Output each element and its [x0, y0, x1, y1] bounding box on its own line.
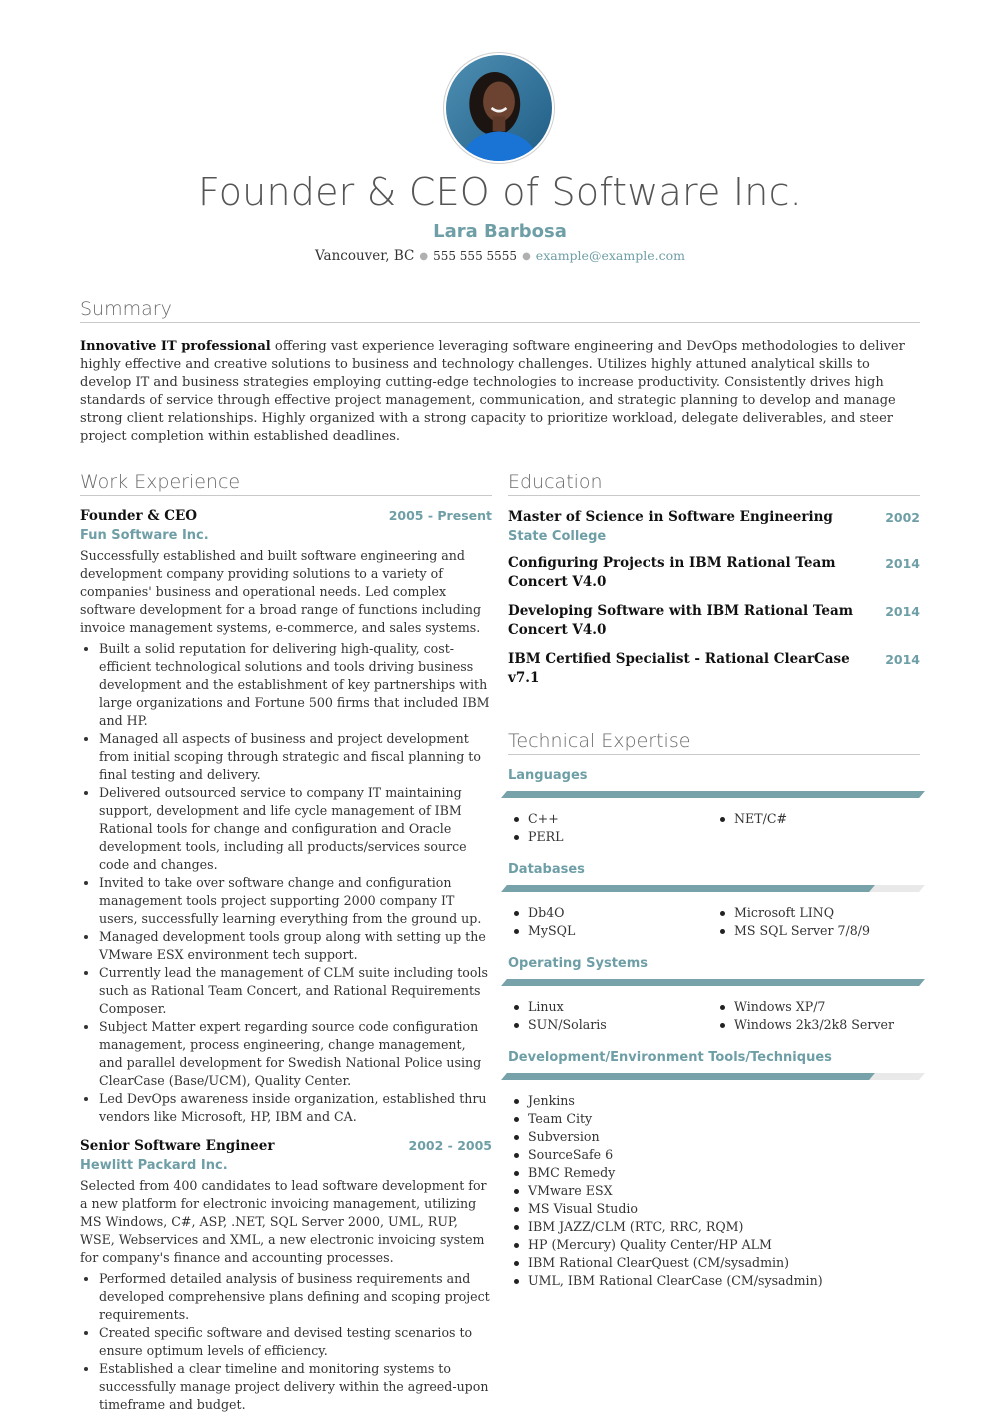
school-name: State College	[508, 529, 607, 544]
skill-items	[508, 998, 920, 1034]
list-item: • Created specific software and devised testing scenarios to ensure optimum levels of efficiency.	[99, 1324, 492, 1360]
avatar	[443, 52, 555, 164]
education-year: 2014	[885, 652, 920, 667]
education-entry	[508, 650, 920, 688]
skill-category-name: Development/Environment Tools/Techniques	[508, 1050, 832, 1065]
list-item: SourceSafe 6	[508, 1146, 920, 1164]
list-item: NET/C#	[714, 810, 920, 828]
job-entry	[80, 1138, 492, 1414]
list-item: • Invited to take over software change and configuration management tools project supporting 2000 company IT users, successfully learning everything from the ground up.	[99, 874, 492, 928]
technical-expertise-list	[508, 768, 920, 1306]
separator-dot-icon: ●	[419, 251, 429, 262]
list-item: HP (Mercury) Quality Center/HP ALM	[508, 1236, 920, 1254]
page-title: Founder & CEO of Software Inc.	[198, 170, 802, 214]
skill-category	[508, 768, 920, 846]
job-description: Successfully established and built software engineering and development company providing solutions to a variety of companies' business and operational needs. Led complex software development for a broad range of functions including invoice management systems, e-commerce, and sales systems.	[80, 548, 482, 635]
summary-heading: Summary	[80, 298, 920, 323]
list-item: • Delivered outsourced service to company IT maintaining support, development and life cycle management of IBM Rational tools for change and configuration and Oracle development tools, including all products/services source code and changes.	[99, 784, 492, 874]
email-link[interactable]: example@example.com	[535, 248, 685, 263]
list-item: BMC Remedy	[508, 1164, 920, 1182]
education-title: Developing Software with IBM Rational Team Concert V4.0	[508, 603, 853, 638]
education-year: 2014	[885, 556, 920, 571]
list-item: Linux	[508, 998, 714, 1016]
job-bullets	[80, 1270, 492, 1414]
list-item: IBM Rational ClearQuest (CM/sysadmin)	[508, 1254, 920, 1272]
list-item: Subversion	[508, 1128, 920, 1146]
education-entry	[508, 508, 920, 544]
list-item: • Performed detailed analysis of business requirements and developed comprehensive plans defining and scoping project requirements.	[99, 1270, 492, 1324]
education-heading: Education	[508, 471, 920, 496]
skill-category	[508, 956, 920, 1034]
skill-category-name: Databases	[508, 862, 585, 877]
summary-text	[80, 338, 920, 446]
profile-photo-icon	[446, 55, 552, 161]
list-item: Windows 2k3/2k8 Server	[714, 1016, 920, 1034]
list-item: • Currently lead the management of CLM suite including tools such as Rational Team Concert, and Rational Requirements Composer.	[99, 964, 492, 1018]
list-item: MS Visual Studio	[508, 1200, 920, 1218]
education-title: Master of Science in Software Engineering	[508, 509, 833, 525]
list-item: PERL	[508, 828, 714, 846]
education-year: 2014	[885, 604, 920, 619]
job-dates: 2002 - 2005	[408, 1138, 492, 1153]
skill-items	[508, 904, 920, 940]
skill-category	[508, 862, 920, 940]
phone-number: 555 555 5555	[433, 249, 518, 263]
list-item: VMware ESX	[508, 1182, 920, 1200]
skill-level-fill	[501, 885, 875, 892]
job-description: Selected from 400 candidates to lead software development for a new platform for electronic invoicing management, utilizing MS Windows, C#, ASP, .NET, SQL Server 2000, UML, RUP, WSE, Webservices and XML, a new electronic invoicing system for company's finance and accounting processes.	[80, 1178, 487, 1265]
skill-level-fill	[501, 979, 925, 986]
person-name: Lara Barbosa	[433, 221, 567, 242]
skill-level-bar	[501, 885, 925, 892]
job-dates: 2005 - Present	[388, 508, 492, 523]
location: Vancouver, BC	[315, 248, 415, 264]
list-item: Team City	[508, 1110, 920, 1128]
list-item: IBM JAZZ/CLM (RTC, RRC, RQM)	[508, 1218, 920, 1236]
skill-level-bar	[501, 791, 925, 798]
list-item: • Subject Matter expert regarding source code configuration management, process engineering, change management, and parallel development for Swedish National Police using ClearCase (Base/UCM), Quality Center.	[99, 1018, 492, 1090]
education-entry	[508, 554, 920, 592]
skill-category-name: Languages	[508, 768, 588, 783]
job-entry	[80, 508, 492, 1126]
work-experience-list	[80, 508, 492, 1426]
list-item: • Led DevOps awareness inside organization, established thru vendors like Microsoft, HP, IBM and CA.	[99, 1090, 492, 1126]
skill-category-name: Operating Systems	[508, 956, 649, 971]
company-name: Hewlitt Packard Inc.	[80, 1158, 228, 1173]
list-item: MySQL	[508, 922, 714, 940]
technical-expertise-heading: Technical Expertise	[508, 730, 920, 755]
list-item: Microsoft LINQ	[714, 904, 920, 922]
summary-lead: Innovative IT professional	[80, 339, 271, 354]
skill-category	[508, 1050, 920, 1290]
list-item: Windows XP/7	[714, 998, 920, 1016]
education-title: Configuring Projects in IBM Rational Team Concert V4.0	[508, 555, 836, 590]
education-entry	[508, 602, 920, 640]
list-item: • Managed all aspects of business and project development from initial scoping through strategic and fiscal planning to final testing and delivery.	[99, 730, 492, 784]
list-item: • Managed development tools group along with setting up the VMware ESX environment tech support.	[99, 928, 492, 964]
work-experience-heading: Work Experience	[80, 471, 492, 496]
skill-level-fill	[501, 791, 925, 798]
company-name: Fun Software Inc.	[80, 528, 209, 543]
skill-items	[508, 1092, 920, 1290]
list-item: Db4O	[508, 904, 714, 922]
list-item: SUN/Solaris	[508, 1016, 714, 1034]
contact-line	[0, 248, 1000, 264]
list-item: Jenkins	[508, 1092, 920, 1110]
separator-dot-icon: ●	[522, 251, 531, 262]
list-item: • Built a solid reputation for delivering high-quality, cost-efficient technological solutions and tools driving business development and the establishment of key partnerships with large organizations and Fortune 500 firms that included IBM and HP.	[99, 640, 492, 730]
list-item: UML, IBM Rational ClearCase (CM/sysadmin)	[508, 1272, 920, 1290]
education-list	[508, 508, 920, 698]
skill-level-bar	[501, 979, 925, 986]
education-title: IBM Certified Specialist - Rational ClearCase v7.1	[508, 651, 850, 686]
job-title: Senior Software Engineer	[80, 1138, 275, 1154]
list-item: C++	[508, 810, 714, 828]
job-title: Founder & CEO	[80, 508, 198, 524]
job-bullets	[80, 640, 492, 1126]
list-item: MS SQL Server 7/8/9	[714, 922, 920, 940]
skill-level-bar	[501, 1073, 925, 1080]
skill-level-fill	[501, 1073, 875, 1080]
education-year: 2002	[885, 510, 920, 525]
list-item: • Established a clear timeline and monitoring systems to successfully manage project delivery within the agreed-upon timeframe and budget.	[99, 1360, 492, 1414]
skill-items	[508, 810, 920, 846]
summary-body: offering vast experience leveraging software engineering and DevOps methodologies to deliver highly effective and creative solutions to business and technology challenges. Utilizes highly attuned analytical skills to develop IT and business strategies employing cutting-edge technologies to increase productivity. Consistently drives high standards of service through effective project management, communication, and strategic planning to develop and manage strong client relationships. Highly organized with a strong capacity to prioritize workload, delegate deliverables, and steer project completion within established deadlines.	[80, 339, 905, 444]
